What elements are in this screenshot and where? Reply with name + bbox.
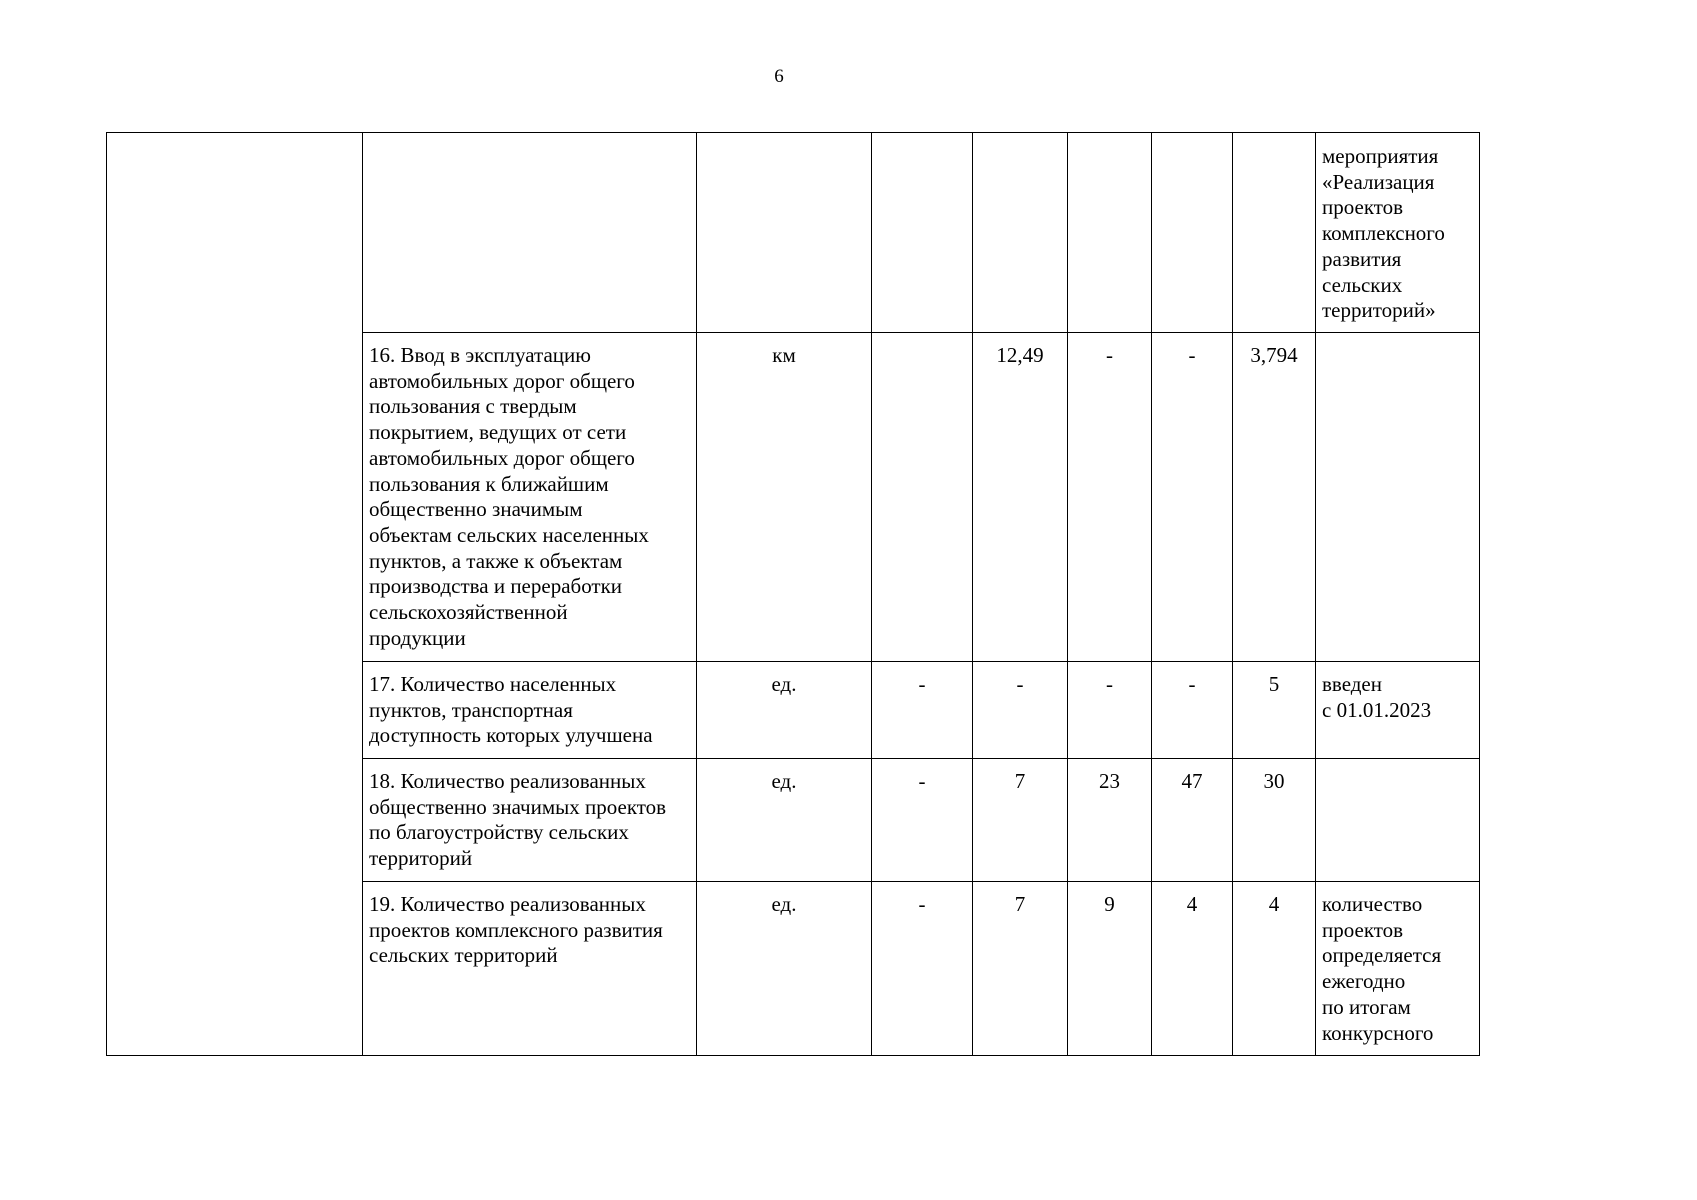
page-number: 6 — [774, 66, 784, 87]
unit-cell: км — [697, 333, 872, 662]
value-cell: 5 — [1233, 662, 1316, 759]
unit-cell: ед. — [697, 662, 872, 759]
empty-program-cell — [107, 133, 363, 1056]
indicator-name-cell: 16. Ввод в эксплуатацию автомобильных дорог общего пользования с твердым покрытием, ведущих от сети автомобильных дорог общего пользования к ближайшим общественно значимым объектам сельских населенных пунктов, а также к объектам производства и переработки сельскохозяйственной продукции — [363, 333, 697, 662]
note-cell: количество проектов определяется ежегодно по итогам конкурсного — [1316, 882, 1480, 1056]
note-cell: введен с 01.01.2023 — [1316, 662, 1480, 759]
value-cell: 4 — [1233, 882, 1316, 1056]
value-cell: - — [1068, 333, 1152, 662]
value-cell: 4 — [1152, 882, 1233, 1056]
note-cell: мероприятия «Реализация проектов комплексного развития сельских территорий» — [1316, 133, 1480, 333]
value-cell — [973, 133, 1068, 333]
value-cell: - — [1152, 333, 1233, 662]
value-cell — [1068, 133, 1152, 333]
note-cell — [1316, 333, 1480, 662]
unit-cell — [697, 133, 872, 333]
value-cell: - — [1152, 662, 1233, 759]
value-cell — [872, 133, 973, 333]
unit-cell: ед. — [697, 759, 872, 882]
value-cell: 23 — [1068, 759, 1152, 882]
value-cell: 30 — [1233, 759, 1316, 882]
indicator-name-cell — [363, 133, 697, 333]
value-cell: 12,49 — [973, 333, 1068, 662]
indicator-name-cell: 17. Количество населенных пунктов, транспортная доступность которых улучшена — [363, 662, 697, 759]
table-row — [107, 133, 1480, 333]
value-cell: - — [973, 662, 1068, 759]
indicators-table — [106, 132, 1480, 1056]
value-cell: 7 — [973, 759, 1068, 882]
unit-cell: ед. — [697, 882, 872, 1056]
value-cell: - — [1068, 662, 1152, 759]
value-cell: - — [872, 759, 973, 882]
value-cell — [872, 333, 973, 662]
value-cell: 3,794 — [1233, 333, 1316, 662]
value-cell: 47 — [1152, 759, 1233, 882]
value-cell: - — [872, 882, 973, 1056]
note-cell — [1316, 759, 1480, 882]
indicator-name-cell: 19. Количество реализованных проектов комплексного развития сельских территорий — [363, 882, 697, 1056]
value-cell: - — [872, 662, 973, 759]
value-cell: 7 — [973, 882, 1068, 1056]
indicator-name-cell: 18. Количество реализованных общественно значимых проектов по благоустройству сельских территорий — [363, 759, 697, 882]
value-cell — [1152, 133, 1233, 333]
value-cell — [1233, 133, 1316, 333]
value-cell: 9 — [1068, 882, 1152, 1056]
